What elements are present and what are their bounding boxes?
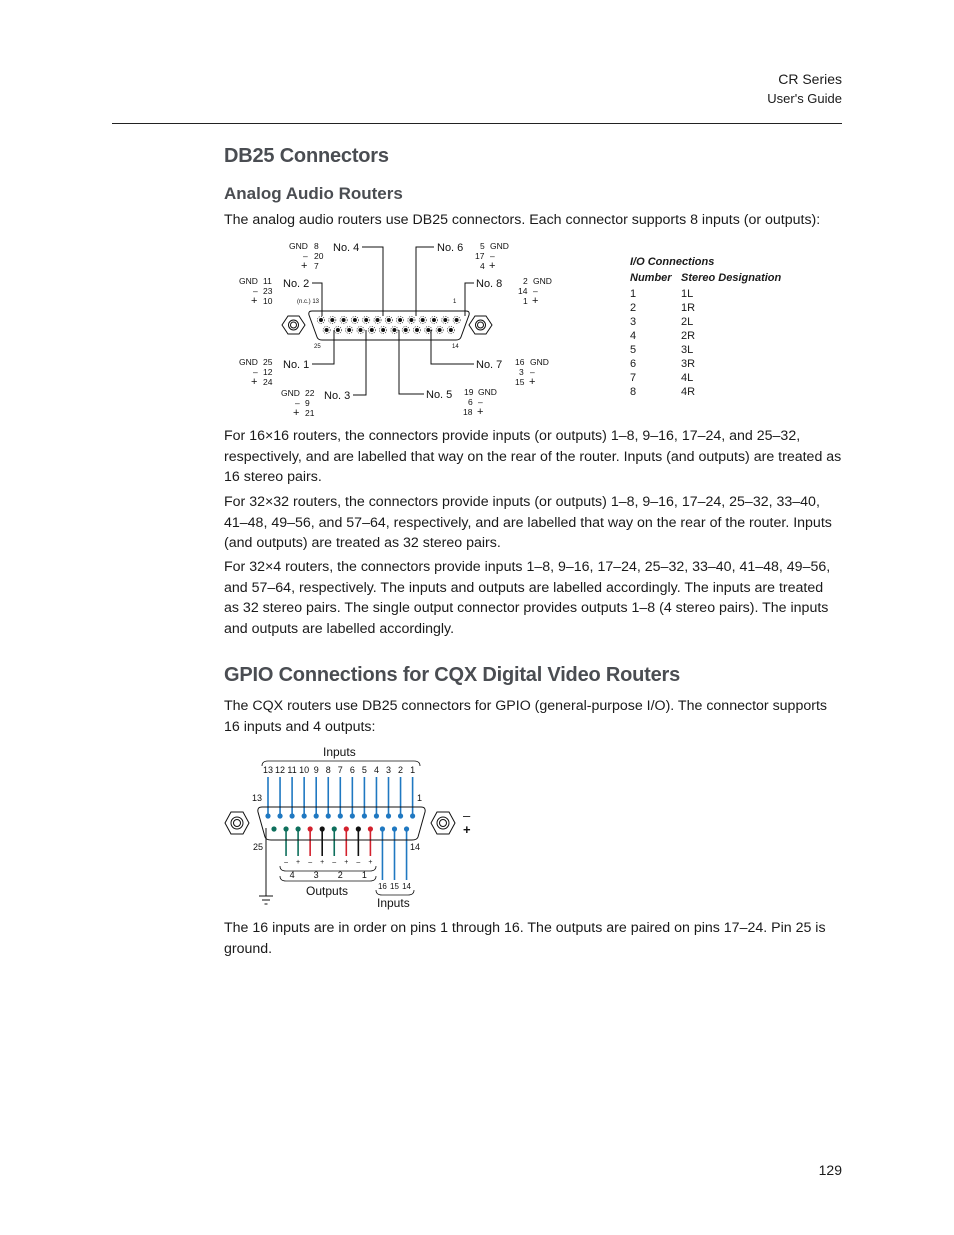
gpio-db25-diagram [220, 742, 480, 914]
section-title-db25: DB25 Connectors [224, 145, 389, 167]
io-table-title: I/O Connections [630, 256, 715, 268]
gpio-pin [296, 826, 301, 831]
pin-label: GND [530, 357, 549, 367]
db25-pin [438, 328, 442, 332]
pin-label: 8 [314, 241, 319, 251]
pin-label: + [529, 376, 536, 388]
minus-sign: – [463, 808, 471, 823]
db25-pin [432, 318, 436, 322]
db25-pins [317, 316, 460, 333]
output-sign: + [368, 859, 373, 866]
bottom-input-number: 16 [377, 882, 387, 891]
gpio-pin [344, 826, 349, 831]
gpio-pin [277, 813, 282, 818]
pin-label: GND [490, 241, 509, 251]
io-stereo: 2L [681, 316, 694, 328]
pin-label: – [295, 398, 300, 408]
paragraph-16x16: For 16×16 routers, the connectors provide inputs (or outputs) 1–8, 9–16, 17–24, and 25–32, respectively, and are labelled that way on the rear of the router. Inputs (and outputs) are treated as 16 stereo pairs. [224, 428, 842, 486]
intro-paragraph: The analog audio routers use DB25 connectors. Each connector supports 8 inputs (or outputs): [224, 212, 821, 228]
pin-label: + [477, 406, 484, 418]
pin-number-label: 14 [452, 344, 459, 350]
input-number: 2 [398, 765, 404, 775]
gpio-pin [271, 826, 276, 831]
db25-pin [443, 318, 447, 322]
hex-nut-icon [431, 812, 455, 834]
io-stereo: 3L [681, 344, 694, 356]
db25-pin [347, 328, 351, 332]
bottom-input-number-labels [378, 882, 412, 891]
connector-label-no2: No. 2 [283, 278, 310, 290]
input-number: 10 [299, 765, 310, 775]
io-stereo: 1L [681, 288, 694, 300]
io-number: 7 [630, 372, 637, 384]
db25-pin [336, 328, 340, 332]
pin-number-label: 25 [253, 842, 264, 852]
pin-label: + [532, 295, 539, 307]
pin-label: + [251, 295, 258, 307]
table-row [630, 301, 781, 315]
pin-label: + [301, 260, 308, 272]
input-number-labels [263, 765, 415, 775]
input-number: 5 [361, 765, 367, 775]
gpio-footer-paragraph: The 16 inputs are in order on pins 1 through 16. The outputs are paired on pins 17–24. Pin 25 is ground. [224, 920, 826, 957]
output-sign: + [320, 859, 325, 866]
input-number: 11 [287, 765, 297, 775]
gpio-pins [265, 813, 415, 831]
pin-label: 1 [523, 296, 528, 306]
pin-label: 14 [518, 286, 528, 296]
table-row [630, 371, 781, 385]
hex-nut-icon [469, 316, 492, 334]
io-number: 4 [630, 330, 637, 342]
pin-label: 2 [523, 276, 528, 286]
db25-pin [342, 318, 346, 322]
db25-pin [455, 318, 459, 322]
db25-pin [449, 328, 453, 332]
gpio-wires [268, 777, 413, 880]
pin-number-label: 14 [410, 842, 421, 852]
pin-label: 6 [468, 397, 473, 407]
io-col-number: Number [630, 272, 672, 284]
gpio-pin [392, 826, 397, 831]
io-number: 8 [630, 386, 637, 398]
db25-pin [398, 318, 402, 322]
gpio-pin [332, 826, 337, 831]
pin-number-label: 25 [314, 344, 321, 350]
pin-label: 4 [480, 261, 485, 271]
subsection-title-analog: Analog Audio Routers [224, 184, 403, 203]
db25-pin [387, 318, 391, 322]
header-rule [112, 123, 842, 124]
pin-label: 12 [263, 367, 273, 377]
gpio-pin [362, 813, 367, 818]
io-stereo: 4R [681, 386, 696, 398]
output-sign: – [356, 859, 361, 866]
gpio-pin [308, 826, 313, 831]
db25-pin [359, 328, 363, 332]
connector-label-no3: No. 3 [324, 390, 351, 402]
pin-label: 10 [263, 296, 273, 306]
gpio-pin [326, 813, 331, 818]
pin-label: + [251, 376, 258, 388]
db25-pin [421, 318, 425, 322]
header-guide: User's Guide [767, 91, 842, 106]
table-row [630, 315, 781, 329]
io-number: 5 [630, 344, 637, 356]
db25-pin [364, 318, 368, 322]
db25-analog-diagram [230, 236, 560, 422]
input-number: 1 [410, 765, 416, 775]
bottom-inputs-label: Inputs [377, 896, 410, 910]
gpio-pin [320, 826, 325, 831]
pin-label: 3 [519, 367, 524, 377]
gpio-pin [398, 813, 403, 818]
io-stereo: 2R [681, 330, 696, 342]
ground-icon [259, 828, 273, 904]
io-stereo: 4L [681, 372, 694, 384]
output-sign: – [284, 859, 289, 866]
table-row [630, 343, 781, 357]
pin-number-label: 1 [453, 299, 457, 305]
header-series: CR Series [778, 71, 842, 87]
pin-label: 9 [305, 398, 310, 408]
db25-pin [353, 318, 357, 322]
gpio-pin [368, 826, 373, 831]
io-connections-table [630, 254, 781, 399]
output-sign-labels [284, 859, 372, 866]
bottom-input-number: 14 [402, 882, 412, 891]
pin-label: 25 [263, 357, 273, 367]
input-number: 8 [325, 765, 331, 775]
output-sign: + [344, 859, 349, 866]
input-number: 13 [262, 765, 274, 775]
plus-sign: + [463, 822, 471, 837]
pin-label: GND [281, 388, 300, 398]
pin-label: 23 [263, 286, 273, 296]
gpio-pin [302, 813, 307, 818]
pin-label: 24 [263, 377, 273, 387]
hex-nut-icon [282, 316, 305, 334]
input-number: 6 [349, 765, 355, 775]
pin-label: – [303, 251, 308, 261]
gpio-pin [350, 813, 355, 818]
db25-pin [415, 328, 419, 332]
gpio-pin [410, 813, 415, 818]
pin-label: 16 [515, 357, 525, 367]
db25-pin [392, 328, 396, 332]
pin-label: – [253, 286, 258, 296]
hex-nut-icon [225, 812, 249, 834]
pin-number-label: 1 [417, 793, 423, 803]
output-number: 3 [313, 870, 319, 880]
pin-number-label: (n.c.) 13 [297, 299, 320, 305]
gpio-pin [404, 826, 409, 831]
gpio-pin [356, 826, 361, 831]
pin-label: 19 [464, 387, 474, 397]
db25-pin [409, 318, 413, 322]
gpio-pin [380, 826, 385, 831]
outputs-label: Outputs [306, 884, 349, 898]
pin-label: 5 [480, 241, 485, 251]
gpio-pin [290, 813, 295, 818]
db25-pin [381, 328, 385, 332]
io-col-stereo: Stereo Designation [681, 272, 782, 284]
gpio-pin [283, 826, 288, 831]
connector-label-no5: No. 5 [426, 389, 453, 401]
bottom-input-number: 15 [390, 882, 399, 891]
table-row [630, 329, 781, 343]
input-number: 12 [275, 765, 286, 775]
output-sign: – [308, 859, 313, 866]
pin-label: 11 [263, 276, 272, 286]
pin-label: 18 [463, 407, 473, 417]
output-number: 1 [361, 870, 367, 880]
input-number: 3 [385, 765, 392, 775]
io-number: 6 [630, 358, 637, 370]
page-number: 129 [818, 1162, 842, 1178]
pin-label: 22 [305, 388, 315, 398]
pin-label: 15 [515, 377, 525, 387]
pin-label: – [253, 367, 258, 377]
db25-pin [325, 328, 329, 332]
output-sign: – [332, 859, 337, 866]
pin-label: 17 [475, 251, 485, 261]
io-number: 3 [630, 316, 637, 328]
io-number: 1 [630, 288, 637, 300]
connector-label-no4: No. 4 [333, 242, 360, 254]
db25-pin [330, 318, 334, 322]
section-title-gpio: GPIO Connections for CQX Digital Video Routers [224, 664, 681, 686]
pin-label: GND [239, 357, 258, 367]
output-number: 4 [289, 870, 295, 880]
db25-pin [376, 318, 380, 322]
paragraph-32x4: For 32×4 routers, the connectors provide inputs 1–8, 9–16, 17–24, 25–32, 33–40, 41–48, 49–56, and 57–64, respectively. The inputs and outputs are labelled accordingly. The inputs are treated as 32 stereo pairs. The single output connector provides outputs 1–8 (4 stereo pairs). The inputs and outputs are labelled accordingly. [224, 559, 831, 637]
connector-label-no6: No. 6 [437, 242, 464, 254]
gpio-pin [386, 813, 391, 818]
pin-label: + [489, 260, 496, 272]
pin-label: GND [478, 387, 497, 397]
pin-number-label: 13 [252, 793, 263, 803]
db25-pin [426, 328, 430, 332]
input-number: 9 [313, 765, 319, 775]
connector-label-no8: No. 8 [476, 278, 503, 290]
table-row [630, 287, 781, 301]
io-stereo: 1R [681, 302, 696, 314]
gpio-pin [314, 813, 319, 818]
db25-shell [309, 311, 469, 340]
pin-label: 7 [314, 261, 319, 271]
output-number: 2 [337, 870, 343, 880]
gpio-pin [374, 813, 379, 818]
io-table-header [630, 270, 781, 287]
pin-label: GND [289, 241, 308, 251]
gpio-pin [265, 813, 270, 818]
io-stereo: 3R [681, 358, 696, 370]
pin-label: – [478, 397, 483, 407]
pin-label: + [293, 407, 300, 419]
connector-label-no1: No. 1 [283, 359, 310, 371]
pin-label: GND [533, 276, 552, 286]
output-sign: + [296, 859, 301, 866]
pin-label: – [490, 251, 495, 261]
pin-label: GND [239, 276, 258, 286]
pin-label: 21 [305, 408, 315, 418]
table-row [630, 357, 781, 371]
io-number: 2 [630, 302, 637, 314]
paragraph-32x32: For 32×32 routers, the connectors provide inputs (or outputs) 1–8, 9–16, 17–24, 25–32, 33–40, 41–48, 49–56, and 57–64, respectively, and are labelled that way on the rear of the router. Inputs (and outputs) are treated as 32 stereo pairs. [224, 494, 832, 552]
connector-label-no7: No. 7 [476, 359, 503, 371]
db25-pin [319, 318, 323, 322]
pin-label: 20 [314, 251, 324, 261]
pin-label: – [530, 367, 535, 377]
gpio-intro-paragraph: The CQX routers use DB25 connectors for GPIO (general-purpose I/O). The connector supports 16 inputs and 4 outputs: [224, 698, 827, 735]
output-number-labels [290, 870, 367, 880]
table-row [630, 385, 781, 399]
inputs-label: Inputs [323, 745, 356, 759]
gpio-pin [338, 813, 343, 818]
db25-pin [404, 328, 408, 332]
input-number: 4 [373, 765, 379, 775]
db25-pin [370, 328, 374, 332]
input-number: 7 [337, 765, 343, 775]
pin-label: – [533, 286, 538, 296]
